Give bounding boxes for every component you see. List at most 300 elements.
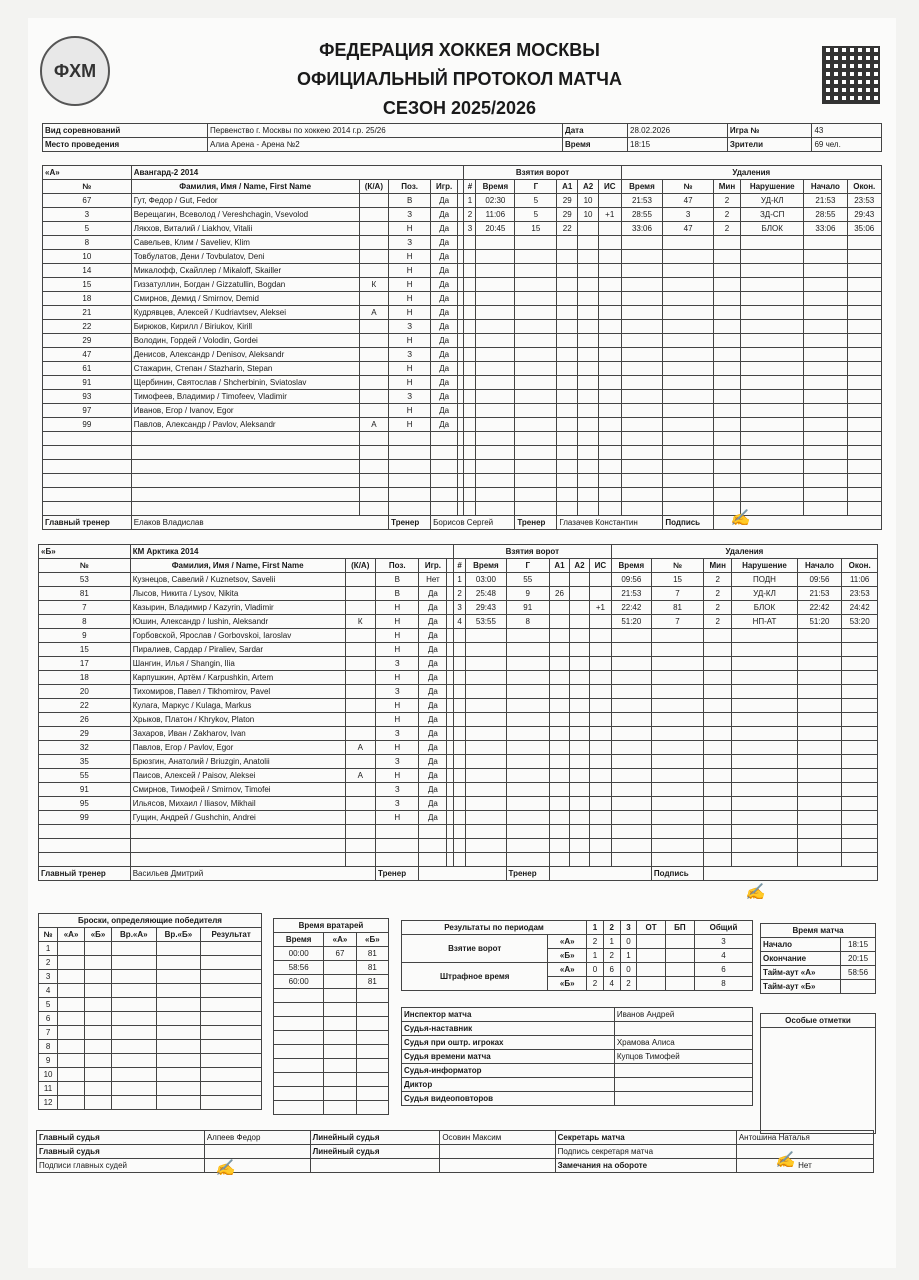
goal-cell xyxy=(557,250,578,264)
player-cell: Да xyxy=(419,755,447,769)
player-cell xyxy=(389,502,431,516)
goal-cell xyxy=(570,797,590,811)
player-cell: 95 xyxy=(39,797,131,811)
cell xyxy=(736,1145,873,1159)
player-cell: Кулага, Маркус / Kulaga, Markus xyxy=(130,699,345,713)
player-cell: 61 xyxy=(43,362,132,376)
secretary-sig-label: Подпись секретаря матча xyxy=(555,1145,736,1159)
place-value: Алиа Арена - Арена №2 xyxy=(208,138,563,152)
cell xyxy=(112,984,157,998)
penalty-cell: 09:56 xyxy=(611,573,651,587)
goal-cell: 15 xyxy=(515,222,557,236)
goal-cell xyxy=(515,334,557,348)
goal-cell xyxy=(464,474,476,488)
goal-cell xyxy=(549,853,569,867)
shot-num: 4 xyxy=(39,984,58,998)
goal-cell xyxy=(515,446,557,460)
penalty-cell: 33:06 xyxy=(621,222,663,236)
player-cell xyxy=(376,853,419,867)
official-role: Судья видеоповторов xyxy=(402,1092,615,1106)
goalie-col: «Б» xyxy=(356,933,388,947)
player-cell: Да xyxy=(431,418,458,432)
cell xyxy=(310,1159,440,1173)
official-role: Судья-наставник xyxy=(402,1022,615,1036)
penalty-cell xyxy=(713,362,740,376)
player-cell: Да xyxy=(431,348,458,362)
penalty-cell xyxy=(651,629,703,643)
time-label: Время xyxy=(563,138,628,152)
player-cell: Н xyxy=(376,615,419,629)
penalty-cell xyxy=(804,488,847,502)
player-cell xyxy=(131,460,359,474)
period-cell xyxy=(665,977,694,991)
date-label: Дата xyxy=(563,124,628,138)
cell xyxy=(156,956,201,970)
penalty-cell xyxy=(842,825,878,839)
player-cell: Да xyxy=(419,783,447,797)
penalty-cell xyxy=(713,418,740,432)
goal-cell xyxy=(570,811,590,825)
penalty-cell: 22:42 xyxy=(797,601,842,615)
goalie-time-table xyxy=(273,918,389,1115)
penalty-cell xyxy=(847,306,882,320)
shot-num: 3 xyxy=(39,970,58,984)
cell xyxy=(324,1017,356,1031)
goal-cell xyxy=(453,853,465,867)
goal-cell xyxy=(464,432,476,446)
penalty-cell xyxy=(713,320,740,334)
penalty-cell: ПОДН xyxy=(732,573,797,587)
goal-cell xyxy=(598,348,621,362)
penalty-cell xyxy=(651,755,703,769)
goal-cell xyxy=(453,643,465,657)
penalty-cell xyxy=(804,292,847,306)
player-cell xyxy=(419,839,447,853)
goal-cell xyxy=(590,839,612,853)
player-cell: Да xyxy=(419,699,447,713)
game-label: Игра № xyxy=(727,124,812,138)
goal-cell xyxy=(598,194,621,208)
line-ref-1: Осовин Максим xyxy=(440,1131,555,1145)
goal-cell xyxy=(464,334,476,348)
goal-cell xyxy=(466,657,506,671)
col-header: А1 xyxy=(557,180,578,194)
period-col: Общий xyxy=(694,921,752,935)
goal-cell xyxy=(549,573,569,587)
mt-value: 18:15 xyxy=(841,938,876,952)
goalie-cell: 00:00 xyxy=(274,947,324,961)
cell xyxy=(156,984,201,998)
goal-cell xyxy=(466,685,506,699)
cell xyxy=(356,1059,388,1073)
game-value: 43 xyxy=(812,124,882,138)
penalty-cell xyxy=(713,278,740,292)
player-cell: 99 xyxy=(39,811,131,825)
player-cell: Кудрявцев, Алексей / Kudriavtsev, Aleksei xyxy=(131,306,359,320)
player-cell xyxy=(39,853,131,867)
team-b-table xyxy=(38,544,878,881)
penalty-cell xyxy=(704,657,732,671)
goal-cell xyxy=(598,404,621,418)
penalty-cell xyxy=(847,264,882,278)
goal-cell xyxy=(557,390,578,404)
goal-cell xyxy=(515,320,557,334)
player-cell: А xyxy=(359,306,389,320)
penalty-cell xyxy=(804,460,847,474)
goal-cell xyxy=(557,278,578,292)
cell xyxy=(58,1012,85,1026)
goal-cell xyxy=(598,264,621,278)
player-cell xyxy=(389,474,431,488)
goal-cell xyxy=(453,825,465,839)
goal-cell: 29:43 xyxy=(466,601,506,615)
penalty-cell xyxy=(741,334,804,348)
goal-cell xyxy=(598,446,621,460)
player-cell: Н xyxy=(389,264,431,278)
penalty-cell xyxy=(804,446,847,460)
goal-cell: 5 xyxy=(515,194,557,208)
shot-num: 12 xyxy=(39,1096,58,1110)
cell xyxy=(85,942,112,956)
goal-cell xyxy=(453,727,465,741)
penalty-cell xyxy=(804,264,847,278)
goal-cell xyxy=(578,460,599,474)
col-header: Поз. xyxy=(376,559,419,573)
goal-cell xyxy=(515,502,557,516)
penalty-cell: 53:20 xyxy=(842,615,878,629)
player-cell xyxy=(39,825,131,839)
time-value: 18:15 xyxy=(628,138,728,152)
goal-cell xyxy=(549,685,569,699)
penalty-cell: НП-АТ xyxy=(732,615,797,629)
penalty-cell xyxy=(621,418,663,432)
penalty-cell: 28:55 xyxy=(804,208,847,222)
cell xyxy=(58,942,85,956)
penalty-cell xyxy=(713,264,740,278)
penalty-cell xyxy=(651,797,703,811)
goal-cell xyxy=(570,699,590,713)
player-cell xyxy=(431,502,458,516)
goal-cell xyxy=(515,418,557,432)
period-cell: 0 xyxy=(620,935,637,949)
player-cell: Н xyxy=(376,671,419,685)
coach-2 xyxy=(549,867,651,881)
penalty-cell xyxy=(847,250,882,264)
penalty-cell xyxy=(732,671,797,685)
line-ref-label: Линейный судья xyxy=(310,1145,440,1159)
penalty-cell: 2 xyxy=(704,587,732,601)
goal-cell xyxy=(549,629,569,643)
penalty-cell xyxy=(621,348,663,362)
goal-cell xyxy=(578,404,599,418)
penalty-cell xyxy=(663,432,713,446)
player-cell xyxy=(345,825,376,839)
player-cell: Кузнецов, Савелий / Kuznetsov, Savelii xyxy=(130,573,345,587)
penalty-cell xyxy=(651,853,703,867)
cell xyxy=(356,989,388,1003)
goal-cell xyxy=(453,811,465,825)
cell xyxy=(201,1068,262,1082)
player-cell: Гиззатуллин, Богдан / Gizzatullin, Bogdan xyxy=(131,278,359,292)
goal-cell xyxy=(549,615,569,629)
player-cell: Да xyxy=(431,292,458,306)
goal-cell xyxy=(453,657,465,671)
penalty-cell xyxy=(621,334,663,348)
goal-cell xyxy=(557,320,578,334)
penalty-cell xyxy=(611,713,651,727)
penalty-cell xyxy=(847,474,882,488)
penalty-cell xyxy=(663,320,713,334)
col-header: Окон. xyxy=(847,180,882,194)
penalty-cell xyxy=(713,306,740,320)
goal-cell: 1 xyxy=(453,573,465,587)
penalty-cell xyxy=(842,853,878,867)
player-cell xyxy=(345,643,376,657)
goal-cell xyxy=(557,264,578,278)
player-cell: Н xyxy=(376,741,419,755)
goal-cell xyxy=(570,769,590,783)
penalty-cell xyxy=(651,713,703,727)
goal-cell xyxy=(549,769,569,783)
period-col: 3 xyxy=(620,921,637,935)
penalty-cell xyxy=(611,825,651,839)
penalty-cell xyxy=(713,446,740,460)
cell xyxy=(58,1054,85,1068)
penalty-cell xyxy=(797,783,842,797)
player-cell xyxy=(389,432,431,446)
player-cell xyxy=(130,839,345,853)
player-cell: Да xyxy=(419,811,447,825)
goal-cell: 22 xyxy=(557,222,578,236)
cell xyxy=(274,1003,324,1017)
cell xyxy=(324,1087,356,1101)
goal-cell xyxy=(590,853,612,867)
penalties-title: Удаления xyxy=(621,166,881,180)
goal-cell xyxy=(578,292,599,306)
goal-cell xyxy=(590,587,612,601)
penalty-cell xyxy=(651,783,703,797)
penalty-cell: 22:42 xyxy=(611,601,651,615)
sign-label: Подпись xyxy=(663,516,713,530)
goal-cell xyxy=(476,278,515,292)
goal-cell xyxy=(570,685,590,699)
remarks-value: Нет xyxy=(736,1159,873,1173)
date-value: 28.02.2026 xyxy=(628,124,728,138)
player-cell xyxy=(43,488,132,502)
title-line-1: ФЕДЕРАЦИЯ ХОККЕЯ МОСКВЫ xyxy=(319,40,600,60)
player-cell: Паисов, Алексей / Paisov, Aleksei xyxy=(130,769,345,783)
penalty-cell xyxy=(847,278,882,292)
penalty-cell xyxy=(732,825,797,839)
goal-cell xyxy=(549,783,569,797)
cell xyxy=(324,1073,356,1087)
player-cell: Володин, Гордей / Volodin, Gordei xyxy=(131,334,359,348)
penalty-cell xyxy=(741,306,804,320)
period-results-table xyxy=(401,920,753,991)
cell xyxy=(201,956,262,970)
period-cell: 6 xyxy=(694,963,752,977)
cell xyxy=(356,1101,388,1115)
player-cell xyxy=(43,460,132,474)
goal-cell xyxy=(506,657,549,671)
goal-cell xyxy=(464,362,476,376)
goal-cell xyxy=(598,488,621,502)
player-cell: З xyxy=(376,755,419,769)
goal-cell xyxy=(570,601,590,615)
penalty-cell: 09:56 xyxy=(797,573,842,587)
cell xyxy=(112,998,157,1012)
period-col: БП xyxy=(665,921,694,935)
penalty-cell xyxy=(804,334,847,348)
player-cell: 99 xyxy=(43,418,132,432)
penalty-cell: 24:42 xyxy=(842,601,878,615)
player-cell: Хрыков, Платон / Khrykov, Platon xyxy=(130,713,345,727)
penalty-cell xyxy=(621,236,663,250)
player-cell xyxy=(131,474,359,488)
player-cell xyxy=(359,432,389,446)
official-name xyxy=(614,1064,752,1078)
penalty-cell xyxy=(842,685,878,699)
goal-cell xyxy=(598,376,621,390)
matchtime-title: Время матча xyxy=(761,924,876,938)
penalty-cell xyxy=(732,811,797,825)
cell xyxy=(58,998,85,1012)
player-cell xyxy=(345,727,376,741)
shot-num: 1 xyxy=(39,942,58,956)
coach-label: Тренер xyxy=(389,516,431,530)
penalty-cell xyxy=(713,404,740,418)
player-cell xyxy=(419,825,447,839)
player-cell: З xyxy=(376,797,419,811)
penalty-cell xyxy=(704,685,732,699)
player-cell xyxy=(376,839,419,853)
player-cell: Да xyxy=(419,615,447,629)
penalty-cell xyxy=(847,292,882,306)
cell xyxy=(112,1068,157,1082)
mt-value: 58:56 xyxy=(841,966,876,980)
goal-cell xyxy=(476,264,515,278)
goal-cell xyxy=(557,362,578,376)
goal-cell xyxy=(578,278,599,292)
player-cell: 15 xyxy=(43,278,132,292)
goal-cell xyxy=(506,769,549,783)
player-cell xyxy=(359,446,389,460)
penalty-cell: 28:55 xyxy=(621,208,663,222)
player-cell: 53 xyxy=(39,573,131,587)
penalty-cell xyxy=(797,797,842,811)
penalty-cell xyxy=(704,671,732,685)
goal-cell xyxy=(506,685,549,699)
col-header: ИС xyxy=(598,180,621,194)
goal-cell xyxy=(598,390,621,404)
player-cell xyxy=(131,432,359,446)
goal-cell xyxy=(476,320,515,334)
player-cell: Щербинин, Святослав / Shcherbinin, Sviatoslav xyxy=(131,376,359,390)
goal-cell xyxy=(476,376,515,390)
penalty-cell xyxy=(804,474,847,488)
goal-cell xyxy=(515,250,557,264)
player-cell: В xyxy=(389,194,431,208)
player-cell xyxy=(359,320,389,334)
player-cell: Да xyxy=(431,376,458,390)
col-header: (К/А) xyxy=(345,559,376,573)
penalty-cell xyxy=(663,418,713,432)
goal-cell: 4 xyxy=(453,615,465,629)
penalty-cell xyxy=(663,474,713,488)
penalty-cell: УД-КЛ xyxy=(732,587,797,601)
goal-cell xyxy=(515,236,557,250)
penalty-cell xyxy=(842,713,878,727)
player-cell xyxy=(345,797,376,811)
penalty-cell xyxy=(611,685,651,699)
goal-cell xyxy=(590,811,612,825)
penalty-cell: 81 xyxy=(651,601,703,615)
penalty-cell xyxy=(797,839,842,853)
penalty-cell xyxy=(704,629,732,643)
goal-cell xyxy=(557,292,578,306)
goal-cell xyxy=(570,671,590,685)
goal-cell xyxy=(598,292,621,306)
player-cell: 22 xyxy=(43,320,132,334)
player-cell: Да xyxy=(431,250,458,264)
penalty-cell xyxy=(663,348,713,362)
penalty-cell xyxy=(611,839,651,853)
goal-cell: 29 xyxy=(557,208,578,222)
player-cell: Н xyxy=(389,292,431,306)
penalty-cell xyxy=(621,292,663,306)
goal-cell: 10 xyxy=(578,208,599,222)
penalty-cell xyxy=(704,643,732,657)
official-role: Судья времени матча xyxy=(402,1050,615,1064)
cell xyxy=(324,1059,356,1073)
goal-cell xyxy=(578,264,599,278)
player-cell: Павлов, Александр / Pavlov, Aleksandr xyxy=(131,418,359,432)
player-cell: Савельев, Клим / Saveliev, Klim xyxy=(131,236,359,250)
player-cell: Н xyxy=(376,811,419,825)
col-header: № xyxy=(39,559,131,573)
periods-title: Результаты по периодам xyxy=(402,921,587,935)
penalty-cell xyxy=(611,643,651,657)
goal-cell xyxy=(549,811,569,825)
official-name: Купцов Тимофей xyxy=(614,1050,752,1064)
place-label: Место проведения xyxy=(43,138,208,152)
penalty-cell xyxy=(651,643,703,657)
player-cell xyxy=(345,839,376,853)
penalty-cell xyxy=(847,488,882,502)
goal-cell: 25:48 xyxy=(466,587,506,601)
cell xyxy=(58,970,85,984)
penalty-cell xyxy=(847,236,882,250)
goal-cell xyxy=(466,643,506,657)
penalty-cell xyxy=(842,839,878,853)
penalty-cell xyxy=(732,839,797,853)
head-coach: Елаков Владислав xyxy=(131,516,388,530)
penalty-cell xyxy=(804,362,847,376)
penalty-cell xyxy=(621,264,663,278)
penalty-cell xyxy=(611,699,651,713)
penalty-cell xyxy=(704,853,732,867)
goal-cell xyxy=(549,727,569,741)
penalty-cell xyxy=(704,783,732,797)
goal-cell xyxy=(598,432,621,446)
goal-cell: 29 xyxy=(557,194,578,208)
team-name: КМ Арктика 2014 xyxy=(130,545,453,559)
penalty-cell xyxy=(741,292,804,306)
penalty-cell xyxy=(704,755,732,769)
penalty-cell xyxy=(732,783,797,797)
penalty-cell xyxy=(651,727,703,741)
penalty-cell xyxy=(842,741,878,755)
